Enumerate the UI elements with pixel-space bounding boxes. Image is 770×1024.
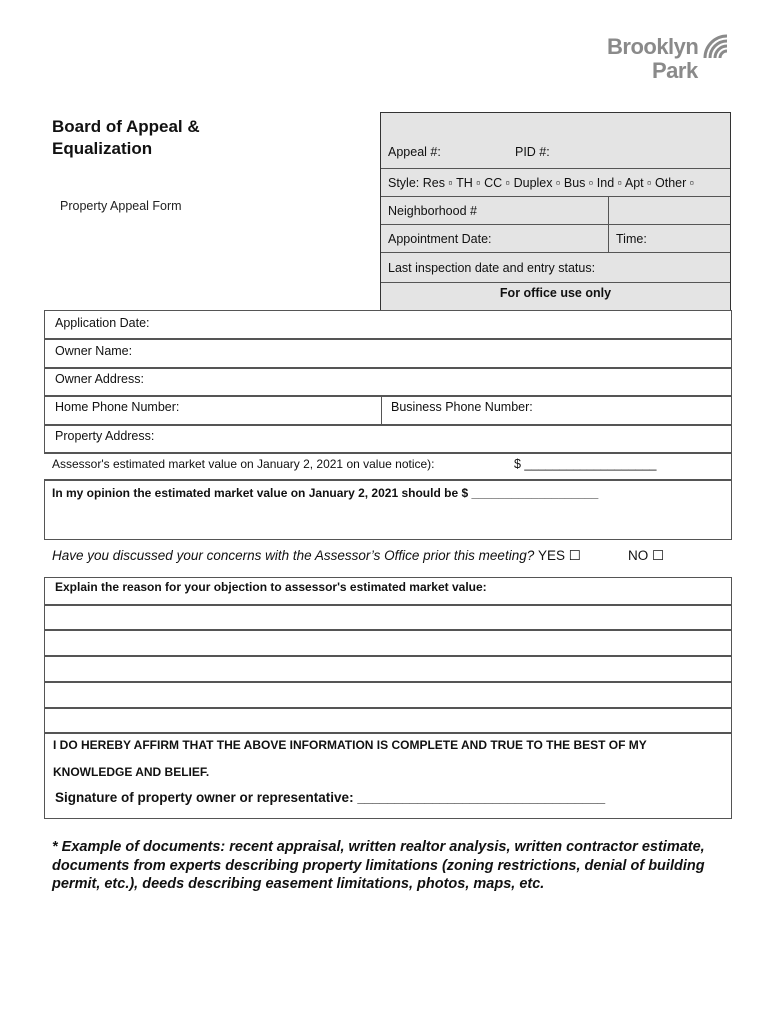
- logo-text-brooklyn: Brooklyn: [607, 34, 699, 59]
- property-address-row[interactable]: [44, 425, 732, 453]
- neighborhood-row: [381, 196, 730, 224]
- owner-address-row[interactable]: [44, 368, 732, 396]
- office-use-box: [380, 112, 731, 310]
- title-line-2: Equalization: [52, 139, 153, 158]
- owner-name-label: Owner Name:: [55, 344, 133, 358]
- opinion-value-row[interactable]: [44, 480, 732, 540]
- signal-waves-icon: [703, 32, 731, 60]
- explain-line-3[interactable]: [44, 656, 732, 682]
- affirm-line-1: I DO HEREBY AFFIRM THAT THE ABOVE INFORMATION IS COMPLETE AND TRUE TO THE BEST OF MY: [53, 738, 647, 752]
- office-use-row: [381, 282, 730, 310]
- explain-label: Explain the reason for your objection to assessor's estimated market value:: [55, 580, 487, 594]
- assessor-value-blank[interactable]: $ ___________________: [514, 457, 657, 471]
- business-phone-label[interactable]: Business Phone Number:: [391, 400, 533, 414]
- explain-header-row: [44, 577, 732, 605]
- yes-checkbox[interactable]: YES ☐: [537, 548, 581, 563]
- no-checkbox[interactable]: NO ☐: [628, 548, 665, 563]
- brooklyn-park-logo: [600, 30, 740, 90]
- style-row: [381, 168, 730, 196]
- opinion-value-label: In my opinion the estimated market value on January 2, 2021 should be $ ___________________: [52, 486, 599, 500]
- office-use-label: For office use only: [499, 285, 612, 300]
- affirmation-box: [44, 733, 732, 819]
- application-date-row[interactable]: [44, 310, 732, 339]
- appeal-pid-row: [381, 113, 730, 168]
- home-phone-label: Home Phone Number:: [55, 400, 180, 414]
- neighborhood-field[interactable]: Neighborhood #: [381, 197, 609, 224]
- footnote: * Example of documents: recent appraisal, written realtor analysis, written contractor estimate, documents from experts describing property limitations (zoning restrictions, denial of building permit, etc.), deeds describing easement limitations, photos, maps, etc.: [52, 839, 705, 892]
- property-address-label: Property Address:: [55, 429, 155, 443]
- assessor-value-row[interactable]: [44, 453, 732, 480]
- style-checkboxes[interactable]: Style: Res ▫ TH ▫ CC ▫ Duplex ▫ Bus ▫ Ind ▫ Apt ▫ Other ▫: [388, 175, 695, 190]
- appointment-row: [381, 224, 730, 252]
- signature-line[interactable]: Signature of property owner or representative: _________________________________: [55, 790, 606, 805]
- assessor-value-label: Assessor's estimated market value on January 2, 2021 on value notice):: [52, 457, 435, 471]
- title-line-1: Board of Appeal &: [52, 117, 200, 136]
- discussed-question-label: Have you discussed your concerns with the Assessor’s Office prior this meeting?: [52, 548, 535, 563]
- appointment-date-field[interactable]: Appointment Date:: [381, 225, 609, 252]
- owner-address-label: Owner Address:: [55, 372, 144, 386]
- logo-text-park: Park: [652, 58, 698, 83]
- affirm-line-2: KNOWLEDGE AND BELIEF.: [53, 765, 210, 779]
- page-title: [52, 116, 252, 160]
- appeal-number-field[interactable]: Appeal #:: [388, 144, 441, 159]
- inspection-field[interactable]: Last inspection date and entry status:: [388, 260, 596, 275]
- appointment-time-field[interactable]: Time:: [616, 231, 647, 246]
- owner-name-row[interactable]: [44, 339, 732, 368]
- pid-number-field[interactable]: PID #:: [515, 144, 550, 159]
- explain-line-5[interactable]: [44, 708, 732, 733]
- discussed-question-row: [52, 548, 732, 564]
- inspection-row: [381, 252, 730, 282]
- application-date-label: Application Date:: [55, 316, 150, 330]
- explain-line-1[interactable]: [44, 605, 732, 630]
- home-phone-field[interactable]: [45, 397, 382, 424]
- explain-line-4[interactable]: [44, 682, 732, 708]
- form-subtitle: Property Appeal Form: [60, 199, 182, 213]
- explain-line-2[interactable]: [44, 630, 732, 656]
- phone-row: [44, 396, 732, 425]
